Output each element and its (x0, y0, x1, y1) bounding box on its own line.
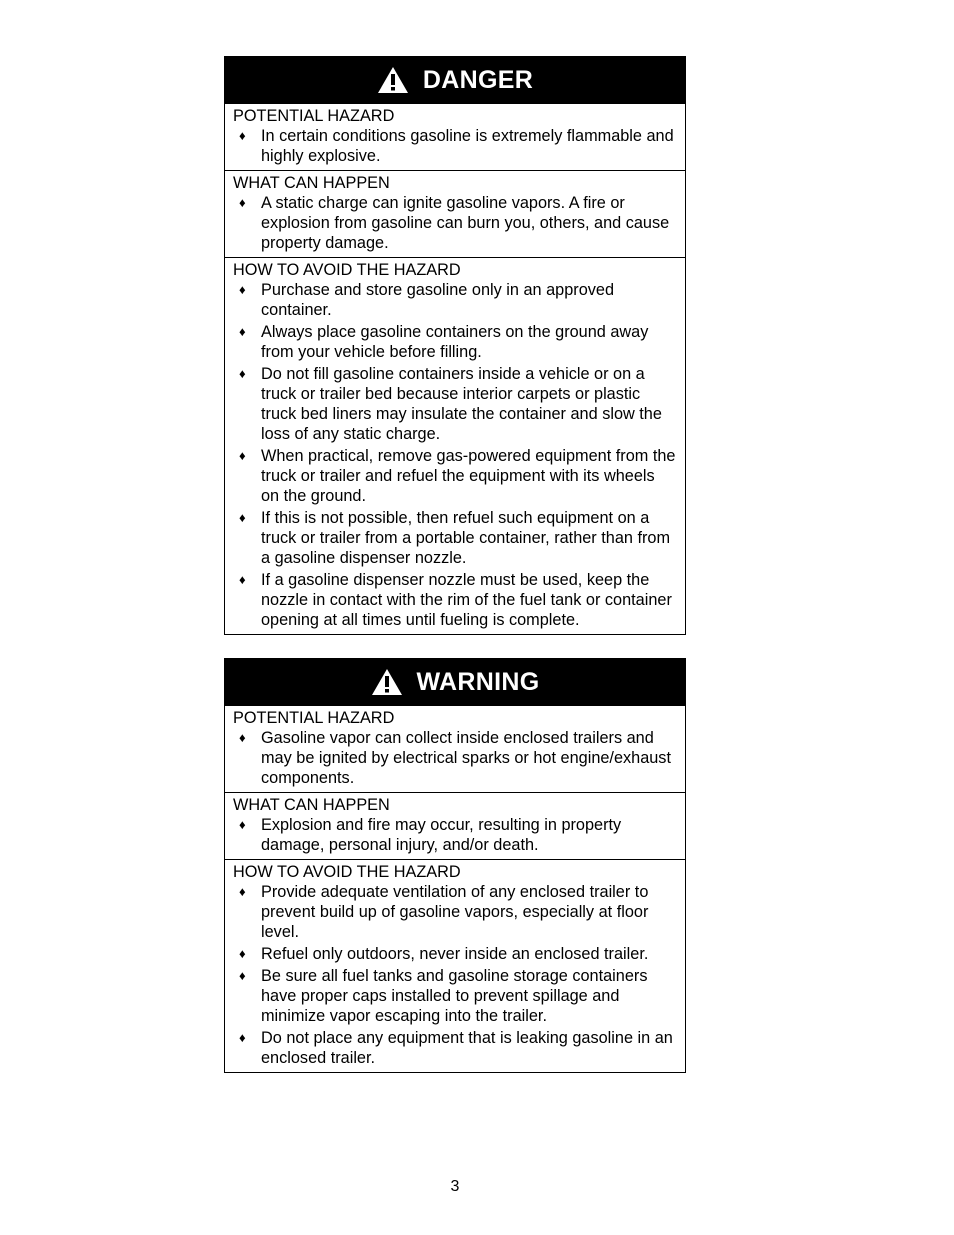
warning-section-potential-hazard (225, 705, 685, 792)
diamond-bullet-icon: ♦ (239, 1030, 246, 1045)
list-item: ♦ Be sure all fuel tanks and gasoline storage containers have proper caps installed to prevent spillage and minimize vapor escaping into the trailer. (239, 967, 648, 1025)
warning-triangle-icon (377, 66, 409, 94)
list-item: ♦ When practical, remove gas-powered equipment from the truck or trailer and refuel the equipment with its wheels on the ground. (239, 447, 676, 505)
diamond-bullet-icon: ♦ (239, 572, 246, 587)
list-item: ♦ If a gasoline dispenser nozzle must be used, keep the nozzle in contact with the rim of the fuel tank or container opening at all times until fueling is complete. (239, 571, 672, 629)
warning-header (225, 659, 685, 705)
diamond-bullet-icon: ♦ (239, 884, 246, 899)
danger-box (224, 56, 686, 635)
list-item: ♦ Explosion and fire may occur, resulting in property damage, personal injury, and/or death. (239, 816, 622, 854)
section-title: POTENTIAL HAZARD (233, 709, 395, 727)
list-item: ♦ Do not fill gasoline containers inside a vehicle or on a truck or trailer bed because interior carpets or plastic truck bed liners may insulate the container and slow the loss of any static charge. (239, 365, 662, 443)
diamond-bullet-icon: ♦ (239, 324, 246, 339)
diamond-bullet-icon: ♦ (239, 968, 246, 983)
danger-section-potential-hazard (225, 103, 685, 170)
list-item: ♦ In certain conditions gasoline is extremely flammable and highly explosive. (239, 127, 674, 165)
section-title: HOW TO AVOID THE HAZARD (233, 261, 461, 279)
warning-title: WARNING (416, 667, 540, 696)
diamond-bullet-icon: ♦ (239, 366, 246, 381)
section-title: POTENTIAL HAZARD (233, 107, 395, 125)
list-item: ♦ A static charge can ignite gasoline vapors. A fire or explosion from gasoline can burn you, others, and cause property damage. (239, 194, 670, 252)
danger-header (225, 57, 685, 103)
list-item: ♦ Always place gasoline containers on the ground away from your vehicle before filling. (239, 323, 649, 361)
section-title: WHAT CAN HAPPEN (233, 796, 390, 814)
section-title: WHAT CAN HAPPEN (233, 174, 390, 192)
diamond-bullet-icon: ♦ (239, 817, 246, 832)
danger-section-how-to-avoid (225, 257, 685, 634)
warning-section-how-to-avoid (225, 859, 685, 1072)
warning-section-what-can-happen (225, 792, 685, 859)
diamond-bullet-icon: ♦ (239, 195, 246, 210)
list-item: ♦ Provide adequate ventilation of any enclosed trailer to prevent build up of gasoline vapors, especially at floor level. (239, 883, 649, 941)
diamond-bullet-icon: ♦ (239, 282, 246, 297)
diamond-bullet-icon: ♦ (239, 448, 246, 463)
list-item: ♦ Do not place any equipment that is leaking gasoline in an enclosed trailer. (239, 1029, 673, 1067)
diamond-bullet-icon: ♦ (239, 946, 246, 961)
section-title: HOW TO AVOID THE HAZARD (233, 863, 461, 881)
list-item: ♦ Refuel only outdoors, never inside an enclosed trailer. (239, 945, 649, 963)
list-item: ♦ Purchase and store gasoline only in an approved container. (239, 281, 614, 319)
diamond-bullet-icon: ♦ (239, 510, 246, 525)
danger-title: DANGER (422, 65, 534, 94)
danger-section-what-can-happen (225, 170, 685, 257)
warning-box (224, 658, 686, 1073)
list-item: ♦ Gasoline vapor can collect inside enclosed trailers and may be ignited by electrical sparks or hot engine/exhaust components. (239, 729, 671, 787)
diamond-bullet-icon: ♦ (239, 128, 246, 143)
warning-triangle-icon (371, 668, 403, 696)
page-number: 3 (450, 1178, 460, 1195)
list-item: ♦ If this is not possible, then refuel such equipment on a truck or trailer from a portable container, rather than from a gasoline dispenser nozzle. (239, 509, 671, 567)
diamond-bullet-icon: ♦ (239, 730, 246, 745)
